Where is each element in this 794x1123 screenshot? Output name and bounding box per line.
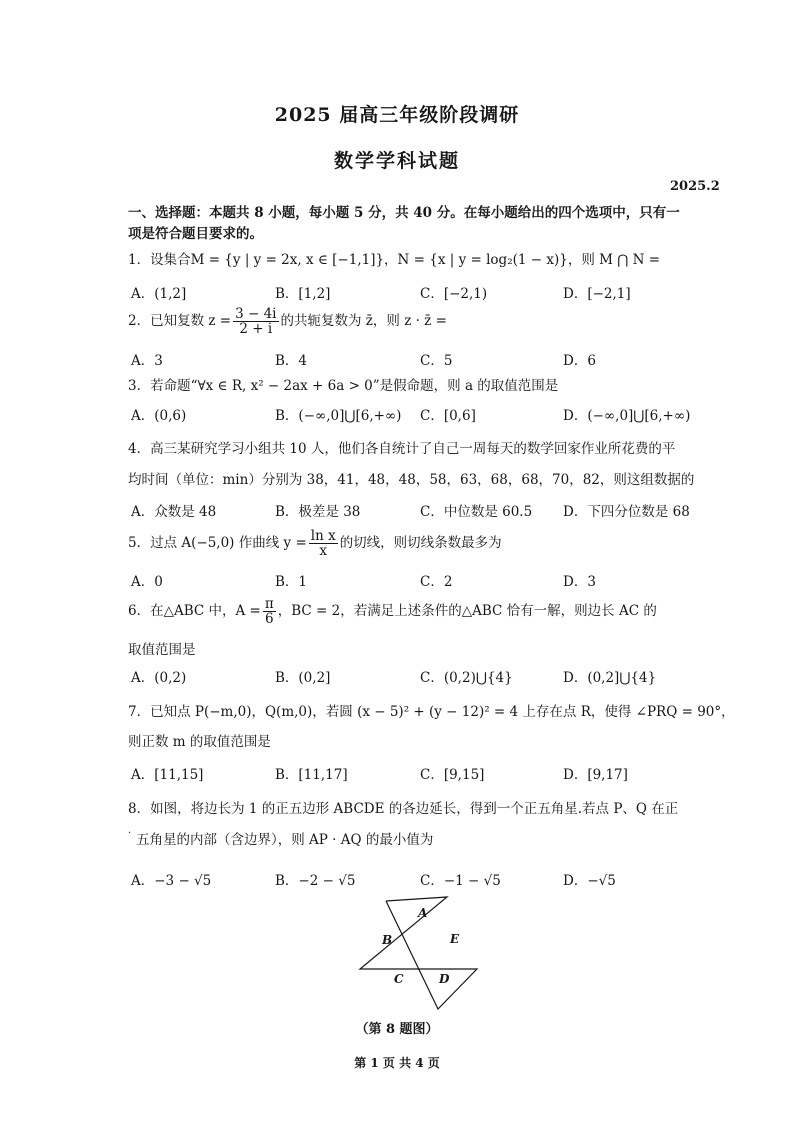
question-7-stem-line1: 7．已知点 P(−m,0)，Q(m,0)，若圆 (x − 5)² + (y − 12)² = 4 上存在点 R，使得 ∠PRQ = 90°， xyxy=(128,704,735,720)
question-6-option-b: B．(0,2] xyxy=(275,670,331,686)
vertex-label-e: E xyxy=(450,932,460,946)
question-8-option-d: D．−√5 xyxy=(563,873,616,889)
question-2-option-b: B．4 xyxy=(275,353,308,369)
page-footer: 第 1 页 共 4 页 xyxy=(354,1056,440,1070)
question-1-option-d: D．[−2,1] xyxy=(563,286,631,302)
figure-caption: （第 8 题图） xyxy=(355,1022,439,1037)
exam-subtitle: 数学学科试题 xyxy=(333,150,460,172)
vertex-label-c: C xyxy=(394,972,404,986)
question-6-stem-suffix: ，BC = 2，若满足上述条件的△ABC 恰有一解，则边长 AC 的 xyxy=(277,603,657,620)
question-4-option-a: A．众数是 48 xyxy=(131,504,217,520)
question-4-stem-line2: 均时间（单位：min）分别为 38，41，48，48，58，63，68，68，70，82，则这组数据的 xyxy=(128,472,695,488)
vertex-label-a: A xyxy=(418,906,428,920)
question-2-stem-suffix: 的共轭复数为 z̄，则 z · z̄ = xyxy=(280,313,447,330)
question-7-option-b: B．[11,17] xyxy=(275,767,348,783)
question-5-option-a: A．0 xyxy=(131,574,163,590)
question-6-stem xyxy=(128,597,657,626)
question-5-stem-prefix: 5．过点 A(−5,0) 作曲线 y = xyxy=(128,535,307,552)
question-5-fraction-numerator: ln x xyxy=(310,528,336,544)
question-8-option-a: A．−3 − √5 xyxy=(131,873,212,889)
question-3-option-c: C．[0,6] xyxy=(420,408,476,424)
question-2-stem xyxy=(128,307,447,336)
question-7-option-d: D．[9,17] xyxy=(563,767,628,783)
scan-speck: · xyxy=(128,828,132,839)
question-6-fraction-numerator: π xyxy=(264,596,274,612)
question-4-option-d: D．下四分位数是 68 xyxy=(563,504,690,520)
question-5-stem xyxy=(128,529,502,558)
question-6-option-d: D．(0,2]⋃{4} xyxy=(563,670,657,686)
question-6-fraction xyxy=(263,597,276,626)
question-3-stem: 3．若命题“∀x ∈ R, x² − 2ax + 6a > 0”是假命题，则 a 的取值范围是 xyxy=(128,378,559,394)
question-7-option-a: A．[11,15] xyxy=(131,767,204,783)
section-heading-line1: 一、选择题：本题共 8 小题，每小题 5 分，共 40 分。在每小题给出的四个选项中，只有一 xyxy=(128,205,680,221)
pentagram-figure xyxy=(350,893,490,1015)
question-5-option-d: D．3 xyxy=(563,574,596,590)
question-2-fraction-numerator: 3 − 4i xyxy=(235,306,277,322)
question-7-option-c: C．[9,15] xyxy=(420,767,485,783)
question-8-option-c: C．−1 − √5 xyxy=(420,873,501,889)
vertex-label-d: D xyxy=(439,972,450,986)
question-5-fraction xyxy=(309,529,338,558)
question-8-option-b: B．−2 − √5 xyxy=(275,873,356,889)
question-3-option-d: D．(−∞,0]⋃[6,+∞) xyxy=(563,408,691,424)
question-1-option-b: B．[1,2] xyxy=(275,286,331,302)
question-5-stem-suffix: 的切线，则切线条数最多为 xyxy=(339,535,502,552)
question-2-fraction xyxy=(233,307,278,336)
section-heading-line2: 项是符合题目要求的。 xyxy=(128,226,263,242)
question-6-option-c: C．(0,2)⋃{4} xyxy=(420,670,513,686)
question-2-option-a: A．3 xyxy=(131,353,163,369)
question-2-option-c: C．5 xyxy=(420,353,453,369)
question-4-option-c: C．中位数是 60.5 xyxy=(420,504,533,520)
question-3-option-b: B．(−∞,0]⋃[6,+∞) xyxy=(275,408,402,424)
question-4-option-b: B．极差是 38 xyxy=(275,504,361,520)
question-1-stem: 1．设集合M = {y | y = 2x, x ∈ [−1,1]}，N = {x | y = log₂(1 − x)}，则 M ⋂ N = xyxy=(128,252,661,268)
vertex-label-b: B xyxy=(382,933,393,947)
question-6-stem-line2: 取值范围是 xyxy=(128,642,196,658)
question-6-fraction-denominator: 6 xyxy=(265,611,274,628)
exam-date: 2025.2 xyxy=(670,179,720,194)
question-2-fraction-denominator: 2 + i xyxy=(239,321,273,338)
question-8-stem-line1: 8．如图，将边长为 1 的正五边形 ABCDE 的各边延长，得到一个正五角星.若点 P、Q 在正 xyxy=(128,801,679,817)
question-6-option-a: A．(0,2) xyxy=(131,670,187,686)
question-1-option-a: A．(1,2] xyxy=(131,286,187,302)
question-2-stem-prefix: 2．已知复数 z = xyxy=(128,313,232,330)
question-4-stem-line1: 4．高三某研究学习小组共 10 人，他们各自统计了自己一周每天的数学回家作业所花费的平 xyxy=(128,441,676,457)
question-6-stem-prefix: 6．在△ABC 中，A = xyxy=(128,603,261,620)
exam-title: 2025 届高三年级阶段调研 xyxy=(274,104,520,126)
question-5-option-b: B．1 xyxy=(275,574,308,590)
question-3-option-a: A．(0,6) xyxy=(131,408,187,424)
question-1-option-c: C．[−2,1) xyxy=(420,286,488,302)
question-2-option-d: D．6 xyxy=(563,353,596,369)
question-5-option-c: C．2 xyxy=(420,574,453,590)
question-7-stem-line2: 则正数 m 的取值范围是 xyxy=(128,734,271,750)
question-5-fraction-denominator: x xyxy=(319,543,328,560)
question-8-stem-line2: 五角星的内部（含边界），则 AP · AQ 的最小值为 xyxy=(136,832,434,848)
